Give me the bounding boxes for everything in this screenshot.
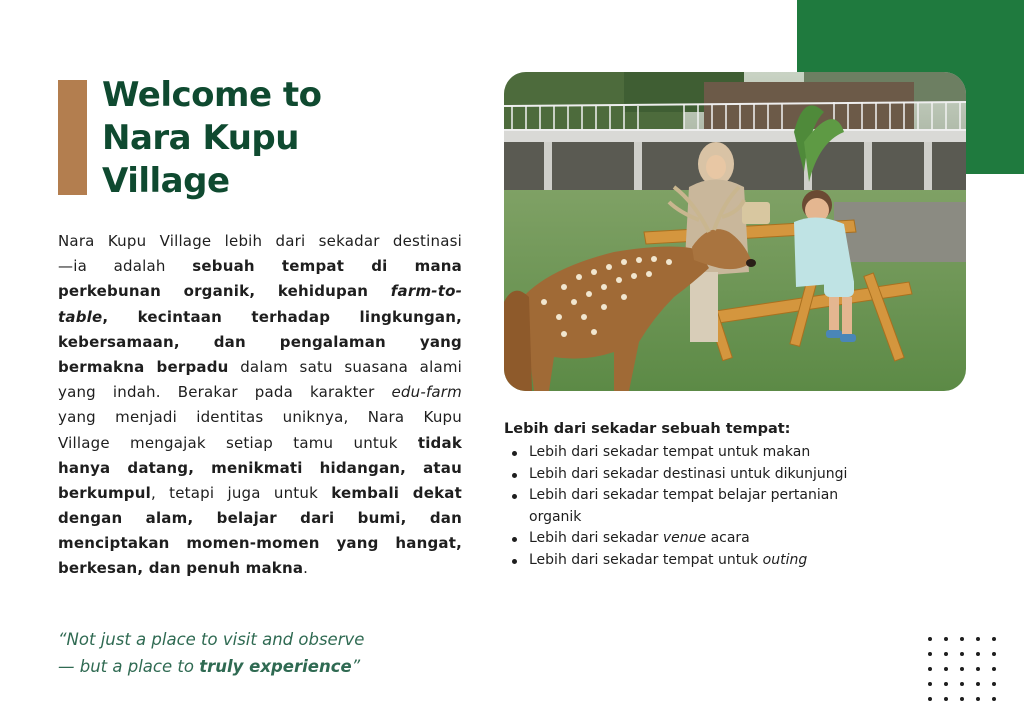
italic-run: outing	[762, 551, 808, 568]
bold-run: dengan alam, belajar dari bumi, dan	[58, 509, 462, 528]
dot-grid-decoration	[928, 637, 1008, 707]
list-item-text: Lebih dari sekadar tempat untuk makan	[529, 444, 811, 460]
list-item	[512, 442, 892, 464]
bold-run: menciptakan momen-momen yang hangat,	[58, 534, 462, 553]
page-title	[102, 74, 402, 203]
text-run: — but a place to	[58, 657, 200, 676]
text-run: ”	[351, 657, 361, 676]
list-item	[512, 464, 892, 486]
paragraph-line	[58, 456, 462, 481]
list-item-text: Lebih dari sekadar tempat belajar pertanian	[529, 487, 839, 503]
bold-run: tidak	[417, 433, 462, 452]
paragraph-line	[58, 254, 462, 279]
text-run: dalam satu suasana alami	[228, 357, 463, 376]
bold-italic-run: farm-to-	[390, 282, 462, 301]
paragraph-line	[58, 279, 462, 304]
title-line: Welcome to	[102, 75, 322, 115]
list-item	[512, 485, 892, 528]
deer-and-visitors-photo	[504, 72, 966, 391]
benefits-list	[512, 442, 892, 571]
bold-run: hanya datang, menikmati hidangan, atau	[58, 458, 462, 477]
list-item-text: Lebih dari sekadar tempat untuk	[529, 551, 763, 568]
title-line: Village	[102, 161, 230, 201]
italic-run: edu-farm	[391, 383, 462, 402]
bold-run: berkumpul	[58, 483, 151, 502]
italic-run: venue	[662, 530, 707, 546]
paragraph-line	[58, 556, 462, 581]
list-item-text: acara	[706, 530, 750, 546]
paragraph-line	[58, 531, 462, 556]
paragraph-line	[58, 405, 462, 430]
quote-line: “Not just a place to visit and observe	[58, 630, 365, 649]
paragraph-line	[58, 355, 462, 380]
text-run: —ia adalah	[58, 257, 193, 276]
paragraph-line	[58, 330, 462, 355]
list-item-text: organik	[529, 508, 582, 525]
bold-run: perkebunan organik, kehidupan	[58, 282, 391, 301]
paragraph-line	[58, 481, 462, 506]
bold-italic-run: table	[58, 307, 103, 326]
list-item	[512, 528, 892, 550]
bold-run: bermakna berpadu	[58, 357, 229, 376]
text-run: yang menjadi identitas uniknya, Nara Kupu	[58, 408, 462, 427]
bold-run: berkesan, dan penuh makna	[58, 559, 304, 578]
paragraph-line	[58, 506, 462, 531]
paragraph-line	[58, 431, 462, 456]
tagline-quote	[58, 626, 458, 680]
list-item	[512, 550, 892, 572]
intro-paragraph	[58, 229, 462, 582]
bold-run: sebuah tempat di mana	[192, 257, 463, 276]
bold-run: kembali dekat	[331, 483, 462, 502]
paragraph-line	[58, 229, 462, 254]
quote-line	[58, 653, 458, 680]
bold-run: kebersamaan, dan pengalaman yang	[58, 332, 462, 351]
text-run: , tetapi juga untuk	[150, 483, 332, 502]
bold-run: truly experience	[199, 657, 352, 676]
title-accent-bar	[58, 80, 87, 195]
text-run: Nara Kupu Village lebih dari sekadar destinasi	[58, 232, 462, 250]
list-item-text: Lebih dari sekadar	[529, 530, 663, 546]
bold-run: , kecintaan terhadap lingkungan,	[102, 307, 462, 326]
paragraph-line	[58, 305, 462, 330]
text-run: yang indah. Berakar pada karakter	[58, 383, 392, 402]
title-line: Nara Kupu	[102, 118, 299, 158]
list-item-text: Lebih dari sekadar destinasi untuk dikunjungi	[529, 465, 848, 482]
list-heading: Lebih dari sekadar sebuah tempat:	[504, 421, 791, 437]
text-run: Village mengajak setiap tamu untuk	[58, 433, 418, 452]
text-run: .	[303, 559, 309, 578]
paragraph-line	[58, 380, 462, 405]
